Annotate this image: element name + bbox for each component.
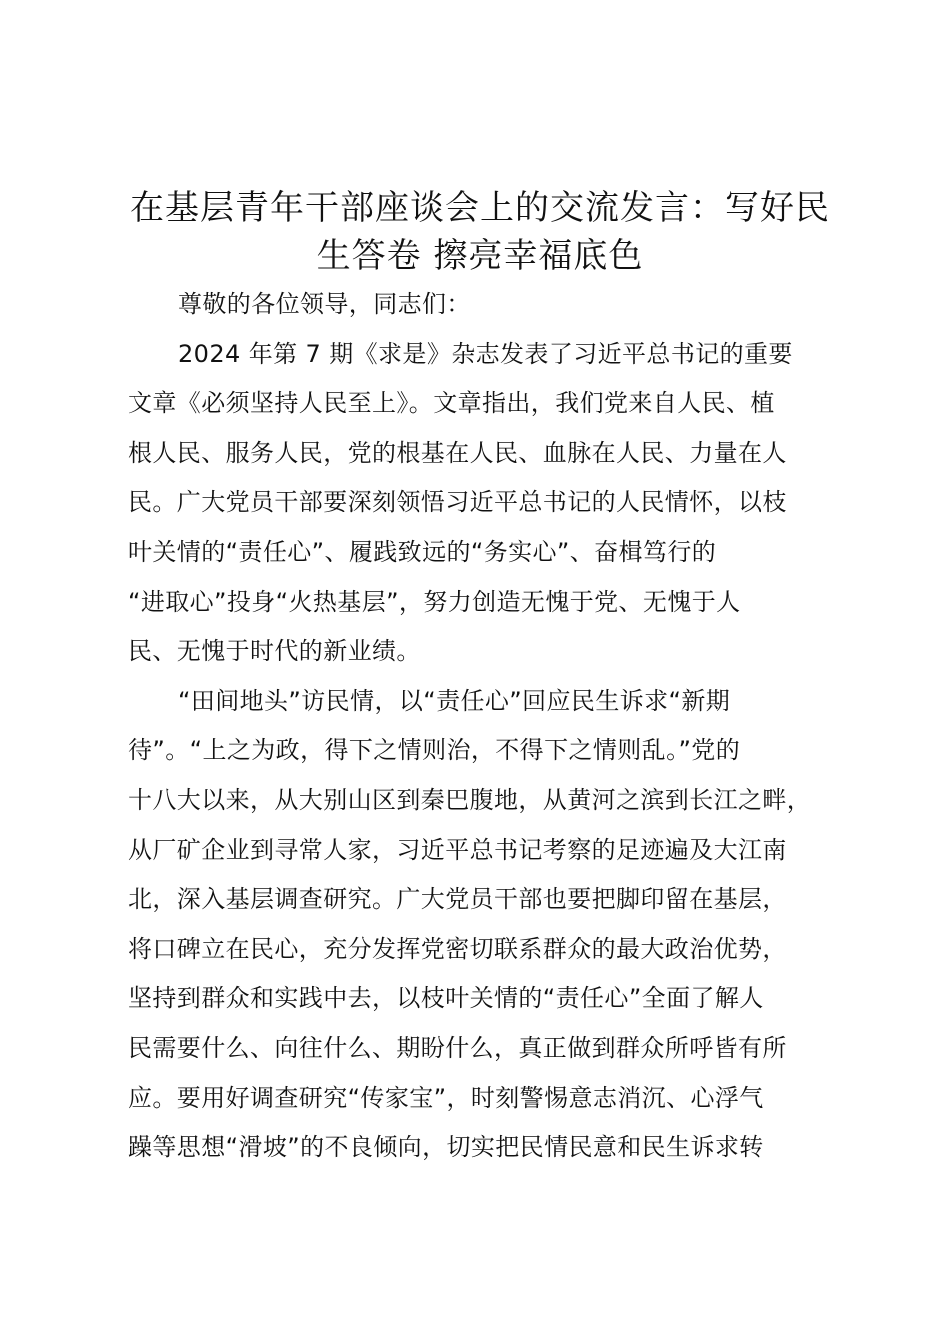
- paragraph-line: 应。要用好调查研究“传家宝”，时刻警惕意志消沉、心浮气: [128, 1083, 764, 1112]
- document-page: [128, 184, 832, 1173]
- greeting: 尊敬的各位领导，同志们：: [178, 290, 471, 318]
- paragraph-line: 将口碑立在民心，充分发挥党密切联系群众的最大政治优势，: [128, 934, 787, 963]
- paragraph-line: 根人民、服务人民，党的根基在人民、血脉在人民、力量在人: [128, 438, 787, 467]
- paragraph-line: 躁等思想“滑坡”的不良倾向，切实把民情民意和民生诉求转: [128, 1133, 764, 1162]
- paragraph-line: 从厂矿企业到寻常人家，习近平总书记考察的足迹遍及大江南: [128, 835, 787, 864]
- paragraph-line: 民、无愧于时代的新业绩。: [128, 637, 421, 666]
- paragraph-1: [128, 330, 832, 677]
- document-body: [128, 280, 832, 1173]
- paragraph-2: [128, 677, 832, 1173]
- paragraph-line: “进取心”投身“火热基层”，努力创造无愧于党、无愧于人: [128, 587, 741, 616]
- paragraph-line: “田间地头”访民情，以“责任心”回应民生诉求“新期: [178, 686, 731, 715]
- title-line-1: 在基层青年干部座谈会上的交流发言：写好民: [130, 188, 830, 228]
- paragraph-line: 民需要什么、向往什么、期盼什么，真正做到群众所呼皆有所: [128, 1033, 787, 1062]
- paragraph-line: 十八大以来，从大别山区到秦巴腹地，从黄河之滨到长江之畔，: [128, 785, 812, 814]
- paragraph-line: 文章《必须坚持人民至上》。文章指出，我们党来自人民、植: [128, 389, 775, 418]
- paragraph-line: 坚持到群众和实践中去，以枝叶关情的“责任心”全面了解人: [128, 984, 764, 1013]
- paragraph-line: 待”。“上之为政，得下之情则治，不得下之情则乱。”党的: [128, 736, 741, 765]
- paragraph-line: 2024 年第 7 期《求是》杂志发表了习近平总书记的重要: [178, 339, 793, 368]
- paragraph-line: 叶关情的“责任心”、履践致远的“务实心”、奋楫笃行的: [128, 537, 717, 566]
- title-line-2: 生答卷 擦亮幸福底色: [316, 236, 644, 276]
- paragraph-line: 北，深入基层调查研究。广大党员干部也要把脚印留在基层，: [128, 885, 787, 914]
- document-title: [128, 184, 832, 280]
- paragraph-line: 民。广大党员干部要深刻领悟习近平总书记的人民情怀，以枝: [128, 488, 787, 517]
